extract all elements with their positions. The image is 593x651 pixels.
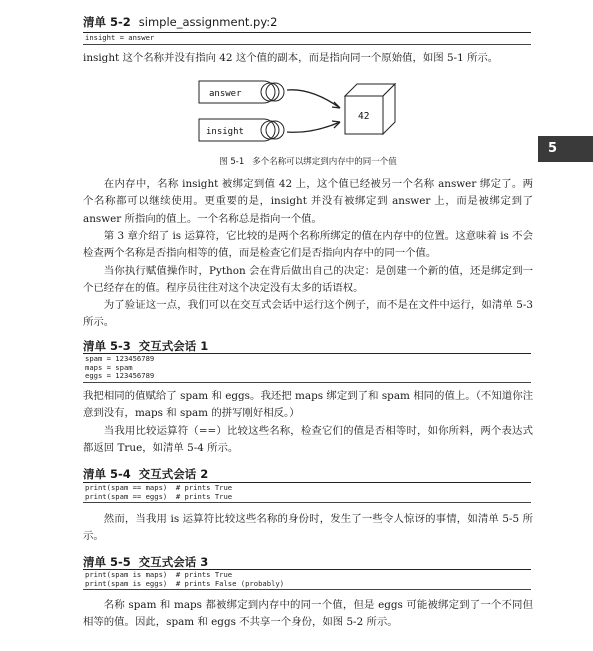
listing-5-5-title — [83, 554, 208, 570]
chapter-tab: 5 — [538, 136, 593, 162]
paragraph-5: 为了验证这一点，我们可以在交互式会话中运行这个例子，而不是在文件中运行，如清单 5-3 所示。 — [83, 299, 533, 329]
paragraph-1: insight 这个名称并没有指向 42 这个值的副本，而是指向同一个原始值，如图 5-1 所示。 — [83, 52, 499, 64]
listing-caption: 交互式会话 2 — [138, 467, 209, 481]
value-label: 42 — [358, 111, 370, 122]
paragraph-8: 然而，当我用 is 运算符比较这些名称的身份时，发生了一些令人惊讶的事情，如清单 5-5 所示。 — [83, 513, 533, 543]
figure-caption — [83, 155, 533, 167]
paragraph-4: 当你执行赋值操作时，Python 会在背后做出自己的决定：是创建一个新的值，还是绑定到一个已经存在的值。程序员往往对这个决定没有太多的话语权。 — [83, 265, 533, 295]
arrows — [287, 90, 340, 132]
listing-5-4-title — [83, 466, 208, 482]
paragraph-9: 名称 spam 和 maps 都被绑定到内存中的同一个值，但是 eggs 可能被绑定到了一个不同但相等的值。因此，spam 和 eggs 不共享一个身份，如图 5-2 所示。 — [83, 599, 533, 629]
listing-caption: 交互式会话 1 — [138, 339, 209, 353]
value-cube — [345, 84, 395, 134]
listing-label: 清单 5-5 — [83, 555, 131, 569]
listing-5-5-code: print(spam is maps) # prints True print(spam is eggs) # prints False (probably) — [83, 569, 531, 590]
listing-5-3-title — [83, 338, 208, 354]
listing-label: 清单 5-3 — [83, 339, 131, 353]
listing-5-2-code: insight = answer — [83, 32, 531, 45]
figure-number: 图 5-1 — [219, 157, 245, 167]
paragraph-6: 我把相同的值赋给了 spam 和 eggs。我还把 maps 绑定到了和 spam 相同的值上。（不知道你注意到没有，maps 和 spam 的拼写刚好相反。） — [83, 390, 533, 420]
listing-5-2-title — [83, 14, 278, 30]
paragraph-3: 第 3 章介绍了 is 运算符，它比较的是两个名称所绑定的值在内存中的位置。这意味着 is 不会检查两个名称是否指向相等的值，而是检查它们是否指向内存中的同一个值。 — [83, 230, 533, 260]
listing-caption: 交互式会话 3 — [138, 555, 209, 569]
name-tag-insight — [199, 119, 284, 141]
listing-label: 清单 5-4 — [83, 467, 131, 481]
paragraph-7: 当我用比较运算符（==）比较这些名称，检查它们的值是否相等时，如你所料，两个表达式都返回 True，如清单 5-4 所示。 — [83, 425, 533, 455]
figure-caption-text: 多个名称可以绑定到内存中的同一个值 — [252, 157, 397, 167]
listing-label: 清单 5-2 — [83, 15, 131, 29]
figure-5-1 — [0, 74, 593, 164]
listing-caption: simple_assignment.py:2 — [138, 15, 278, 29]
listing-5-4-code: print(spam == maps) # prints True print(spam == eggs) # prints True — [83, 482, 531, 503]
paragraph-2: 在内存中，名称 insight 被绑定到值 42 上，这个值已经被另一个名称 answer 绑定了。两个名称都可以继续使用。更重要的是，insight 并没有被绑定到 answer 上，而是被绑定到了 answer 所指向的值上。一个名称总是指向一个值。 — [83, 178, 533, 225]
listing-5-3-code: spam = 123456789 maps = spam eggs = 123456789 — [83, 353, 531, 383]
name-insight-label: insight — [206, 127, 244, 137]
name-answer-label: answer — [209, 89, 242, 99]
name-tag-answer — [199, 81, 284, 103]
